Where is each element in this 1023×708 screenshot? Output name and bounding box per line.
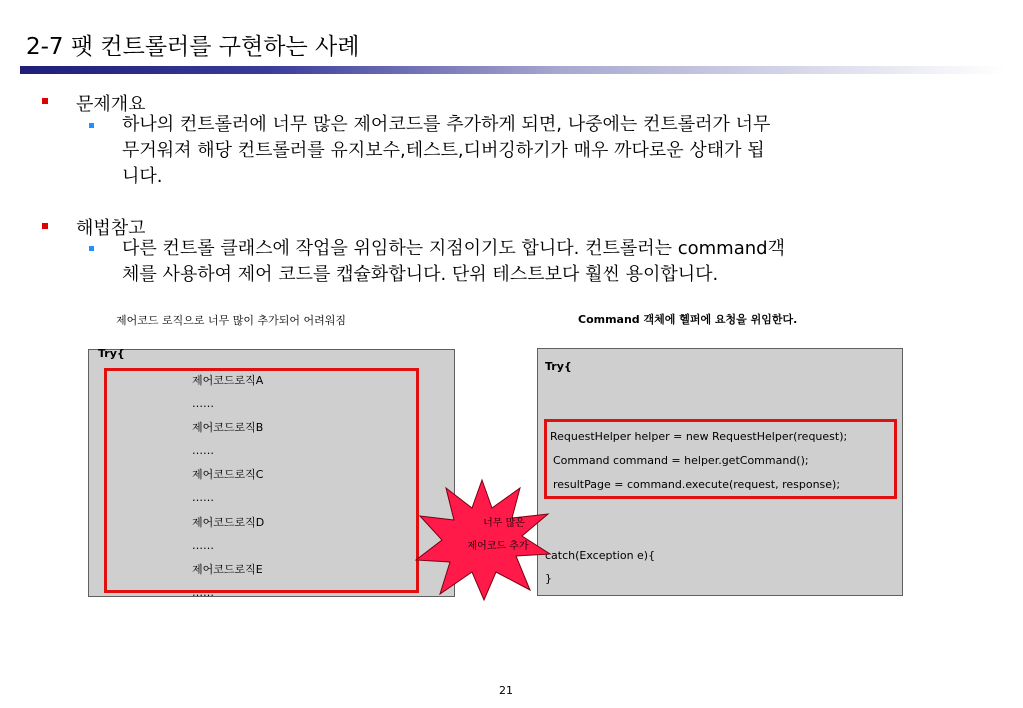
blue-square-bullet-icon	[89, 246, 94, 251]
code-line: 제어코드로직E	[192, 563, 263, 576]
code-line: ……	[192, 444, 214, 457]
right-try-label: Try{	[545, 360, 572, 373]
catch-line: catch(Exception e){	[545, 549, 656, 562]
left-try-label: Try{	[98, 347, 125, 360]
code-line: 제어코드로직A	[192, 374, 264, 387]
code-line: Command command = helper.getCommand();	[553, 454, 809, 467]
text-line: 체를 사용하여 제어 코드를 캡슐화합니다. 단위 테스트보다 훨씬 용이합니다.	[122, 264, 719, 285]
red-square-bullet-icon	[42, 98, 48, 104]
code-line: 제어코드로직C	[192, 468, 264, 481]
burst-label-line2: 제어코드 추가	[467, 541, 529, 552]
code-line: RequestHelper helper = new RequestHelper(request);	[550, 430, 848, 443]
left-figure-caption: 제어코드 로직으로 너무 많이 추가되어 어려워짐	[116, 314, 347, 327]
text-line: 니다.	[122, 166, 163, 187]
code-line: ……	[192, 491, 214, 504]
code-line: 제어코드로직B	[192, 421, 264, 434]
code-line: ……	[192, 397, 214, 410]
blue-square-bullet-icon	[89, 123, 94, 128]
text-line: 하나의 컨트롤러에 너무 많은 제어코드를 추가하게 되면, 나중에는 컨트롤러가 너무	[122, 114, 771, 135]
section-item-solution	[122, 236, 785, 288]
code-line: ……	[192, 539, 214, 552]
code-line: resultPage = command.execute(request, response);	[553, 478, 841, 491]
text-line: 다른 컨트롤 클래스에 작업을 위임하는 지점이기도 합니다. 컨트롤러는 command객	[122, 238, 785, 259]
section-item-problem	[122, 112, 770, 190]
right-figure-caption: Command 객체에 헬퍼에 요청을 위임한다.	[578, 313, 798, 326]
code-line: 제어코드로직D	[192, 516, 265, 529]
burst-label-line1: 너무 많은	[483, 518, 525, 529]
slide-title: 2-7 팻 컨트롤러를 구현하는 사례	[26, 34, 360, 60]
page-number: 21	[499, 684, 513, 697]
title-underline	[20, 66, 1005, 74]
section-heading-solution: 해법참고	[76, 218, 146, 239]
close-brace: }	[545, 572, 552, 585]
section-heading-problem: 문제개요	[76, 94, 146, 115]
red-square-bullet-icon	[42, 223, 48, 229]
text-line: 무거워져 해당 컨트롤러를 유지보수,테스트,디버깅하기가 매우 까다로운 상태가 됩	[122, 140, 765, 161]
code-line: ……	[192, 586, 214, 599]
